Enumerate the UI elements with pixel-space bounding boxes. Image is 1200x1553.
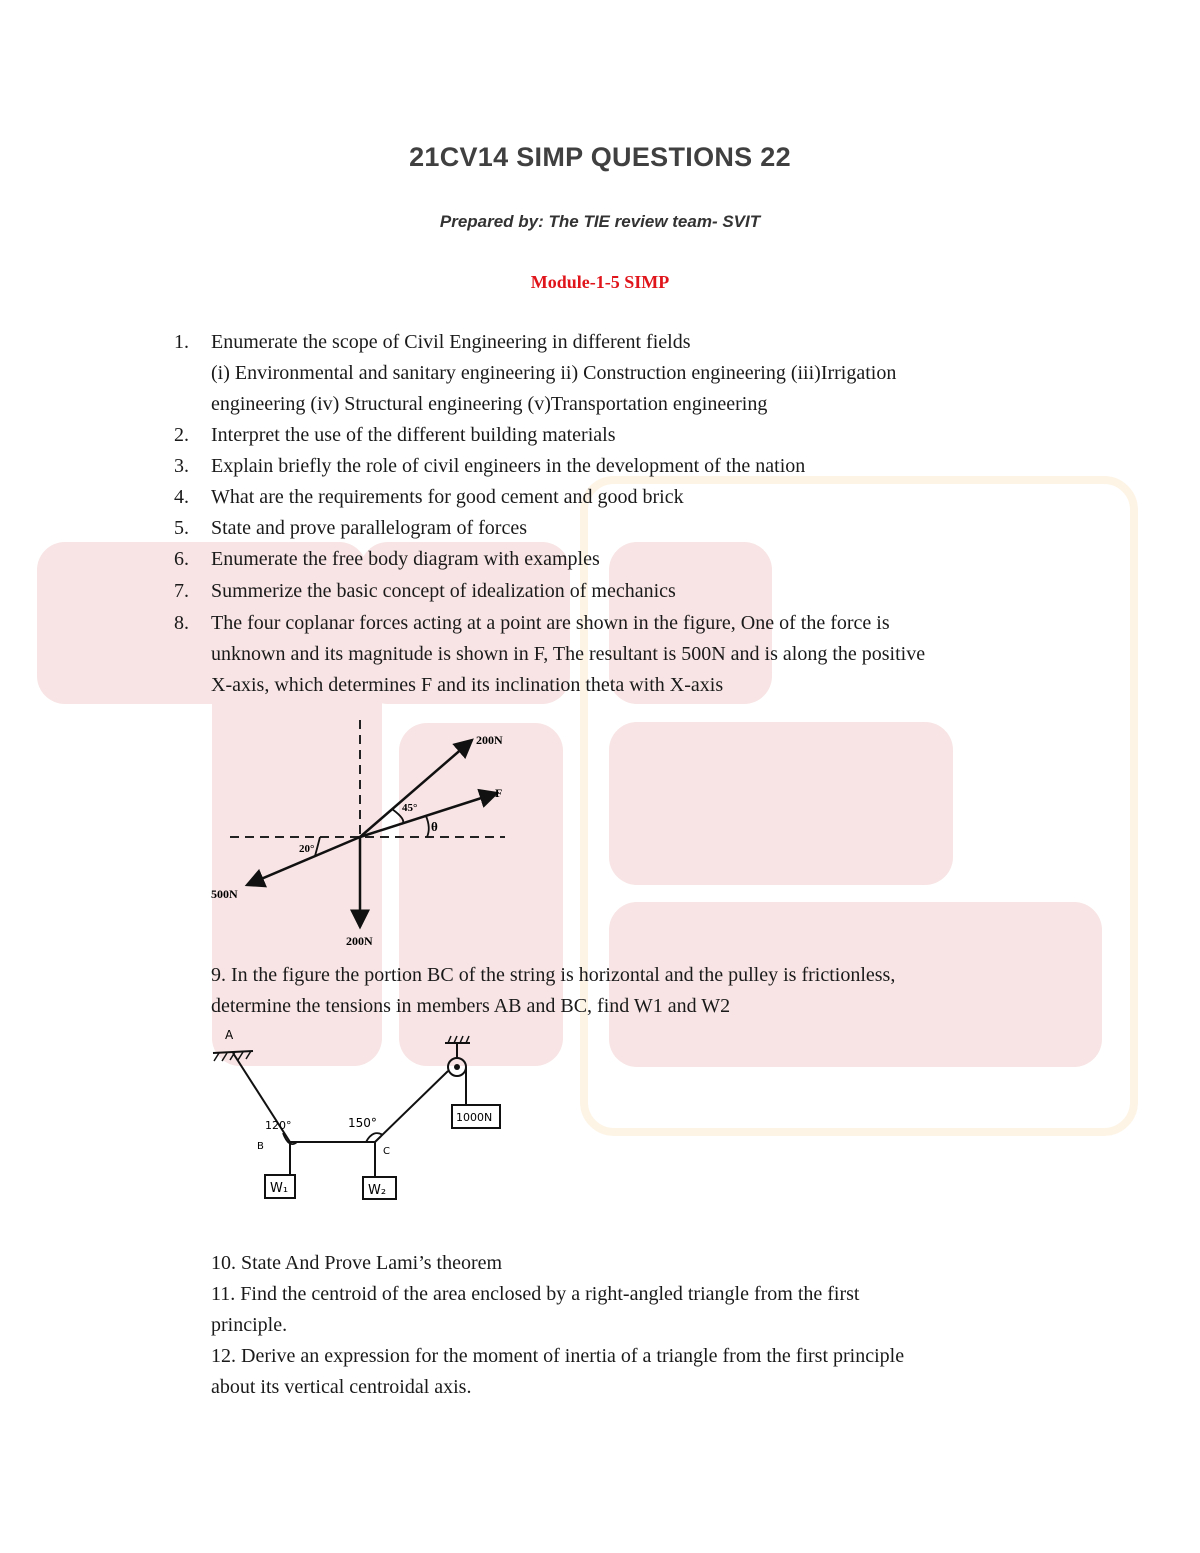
label-20: 20° [299,843,315,855]
label-200n-bottom: 200N [346,934,373,948]
question-number: 1. [174,331,189,353]
question-text: Interpret the use of the different building materials [211,424,616,446]
pulley-ceiling-hatch [448,1036,469,1043]
question-3 [174,451,805,482]
label-angle-b: 120° [265,1119,292,1132]
question-8 [174,608,890,639]
question-9-line-2: determine the tensions in members AB and BC, find W1 and W2 [211,995,731,1017]
label-b: B [257,1141,264,1152]
label-w1: W₁ [270,1181,289,1196]
watermark-frame [580,476,1138,1136]
question-5 [174,513,527,544]
label-w2: W₂ [368,1183,387,1198]
force-200n-up [360,740,472,837]
question-text: Summerize the basic concept of idealization of mechanics [211,580,676,602]
question-text: Explain briefly the role of civil engineers in the development of the nation [211,455,806,477]
label-theta: θ [431,819,438,834]
question-1 [174,327,690,358]
question-number: 4. [174,486,189,508]
question-text: Enumerate the free body diagram with examples [211,548,600,570]
prepared-by: Prepared by: The TIE review team- SVIT [439,212,761,231]
page-title: 21CV14 SIMP QUESTIONS 22 [409,142,791,172]
question-text: What are the requirements for good cement and good brick [211,486,684,508]
question-6 [174,544,600,575]
question-number: 6. [174,548,189,570]
label-500n: 500N [211,887,238,901]
question-text: State and prove parallelogram of forces [211,517,527,539]
question-text: The four coplanar forces acting at a point are shown in the figure, One of the force is [211,612,890,634]
label-angle-c: 150° [348,1116,377,1130]
question-number: 7. [174,580,189,602]
label-45: 45° [402,802,418,814]
question-number: 5. [174,517,189,539]
question-9: 9. In the figure the portion BC of the string is horizontal and the pulley is frictionless, [211,964,896,986]
pulley-figure [205,1025,525,1215]
question-4 [174,482,684,513]
support-a [213,1051,253,1053]
label-f: F [495,786,503,800]
angle-arc-theta [426,816,429,837]
question-text: Enumerate the scope of Civil Engineering in different fields [211,331,691,353]
question-8-line-3: X-axis, which determines F and its inclination theta with X-axis [211,674,724,696]
question-10: 10. State And Prove Lami’s theorem [211,1252,503,1274]
coplanar-forces-figure [205,715,525,955]
question-12-line-2: about its vertical centroidal axis. [211,1376,472,1398]
question-1-line-2: (i) Environmental and sanitary engineering ii) Construction engineering (iii)Irrigation [211,362,897,384]
question-2 [174,420,616,451]
question-number: 8. [174,612,189,634]
question-7 [174,576,676,607]
question-11: 11. Find the centroid of the area enclosed by a right-angled triangle from the first [211,1283,860,1305]
label-load: 1000N [456,1111,493,1124]
label-c: C [383,1146,390,1157]
label-a: A [225,1028,234,1042]
question-1-line-3: engineering (iv) Structural engineering (v)Transportation engineering [211,393,768,415]
question-12: 12. Derive an expression for the moment of inertia of a triangle from the first principle [211,1345,905,1367]
pulley-axle [454,1064,460,1070]
label-200n-top: 200N [476,733,503,747]
question-number: 3. [174,455,189,477]
question-number: 2. [174,424,189,446]
string-c-pulley [375,1071,448,1142]
question-11-line-2: principle. [211,1314,288,1336]
question-8-line-2: unknown and its magnitude is shown in F, The resultant is 500N and is along the positive [211,643,926,665]
module-heading: Module-1-5 SIMP [530,272,670,292]
